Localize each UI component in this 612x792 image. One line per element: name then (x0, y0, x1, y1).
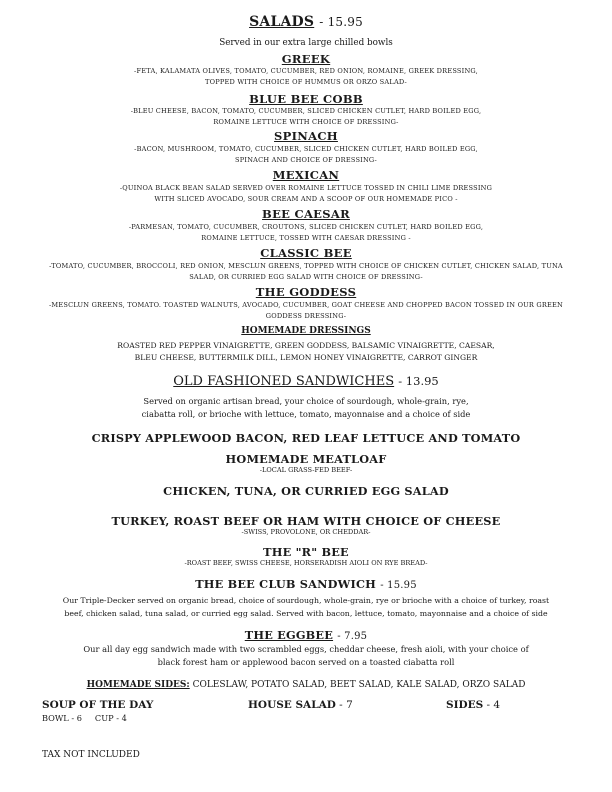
sandwiches-desc-1: Served on organic artisan bread, your choice of sourdough, whole-grain, rye, (143, 396, 469, 406)
bee-club-title: THE BEE CLUB SANDWICH (195, 577, 377, 591)
salad-desc-spinach-2: SPINACH AND CHOICE OF DRESSING- (235, 156, 377, 164)
salad-desc-caesar-1: -PARMESAN, TOMATO, CUCUMBER, CROUTONS, SLICED CHICKEN CUTLET, HARD BOILED EGG, (128, 223, 484, 231)
sides-price-block (446, 699, 500, 711)
salad-desc-classic-1: -TOMATO, CUCUMBER, BROCCOLI, RED ONION, MESCLUN GREENS, TOPPED WITH CHOICE OF CHICKEN CUTLET, CHICKEN SALAD, TUNA (49, 262, 563, 270)
sandwich-turkey-note: -SWISS, PROVOLONE, OR CHEDDAR- (241, 528, 371, 536)
soup-prices: BOWL - 6 CUP - 4 (42, 713, 127, 723)
house-salad-price: - 7 (335, 699, 353, 711)
bee-club-desc-1: Our Triple-Decker served on organic bread, choice of sourdough, whole-grain, rye or brioche with a choice of turkey, roast (62, 596, 550, 605)
salad-name-goddess: THE GODDESS (255, 285, 357, 299)
salads-title: SALADS (249, 14, 315, 30)
homemade-sides-list: COLESLAW, POTATO SALAD, BEET SALAD, KALE SALAD, ORZO SALAD (189, 680, 526, 690)
soup-of-the-day-title: SOUP OF THE DAY (42, 699, 154, 711)
salads-heading (20, 14, 592, 30)
salad-desc-classic-2: SALAD, OR CURRIED EGG SALAD WITH CHOICE OF DRESSING- (189, 273, 423, 281)
salad-desc-mexican-1: -QUINOA BLACK BEAN SALAD SERVED OVER ROMAINE LETTUCE TOSSED IN CHILI LIME DRESSING (119, 184, 493, 192)
house-salad-title: HOUSE SALAD (248, 699, 336, 711)
salad-name-cobb: BLUE BEE COBB (249, 92, 363, 106)
dressings-line-1: ROASTED RED PEPPER VINAIGRETTE, GREEN GODDESS, BALSAMIC VINAIGRETTE, CAESAR, (117, 341, 495, 350)
sides-price: - 4 (483, 699, 501, 711)
salad-desc-greek-2: TOPPED WITH CHOICE OF HUMMUS OR ORZO SALAD- (205, 78, 407, 86)
bee-club-heading (20, 577, 592, 591)
homemade-sides (20, 680, 592, 690)
sandwiches-desc-2: ciabatta roll, or brioche with lettuce, tomato, mayonnaise and a choice of side (141, 409, 471, 419)
salad-name-mexican: MEXICAN (272, 168, 340, 182)
eggbee-title: THE EGGBEE (244, 628, 334, 642)
sides-title: SIDES (446, 699, 484, 711)
eggbee-desc-2: black forest ham or applewood bacon served on a toasted ciabatta roll (157, 657, 455, 667)
salad-desc-mexican-2: WITH SLICED AVOCADO, SOUR CREAM AND A SCOOP OF OUR HOMEMADE PICO - (154, 195, 458, 203)
house-salad (248, 699, 353, 711)
salad-desc-cobb-2: ROMAINE LETTUCE WITH CHOICE OF DRESSING- (213, 118, 399, 126)
sandwich-meatloaf-note: -LOCAL GRASS-FED BEEF- (259, 466, 353, 474)
sandwiches-title: OLD FASHIONED SANDWICHES (173, 374, 395, 389)
eggbee-heading (20, 628, 592, 642)
eggbee-price: - 7.95 (337, 631, 368, 642)
salad-name-spinach: SPINACH (274, 129, 338, 143)
sandwich-bacon: CRISPY APPLEWOOD BACON, RED LEAF LETTUCE AND TOMATO (91, 431, 521, 445)
tax-note: TAX NOT INCLUDED (42, 750, 140, 760)
salad-desc-goddess-1: -MESCLUN GREENS, TOMATO. TOASTED WALNUTS, AVOCADO, CUCUMBER, GOAT CHEESE AND CHOPPED BACON TOSSED IN OUR GREEN (48, 301, 564, 309)
bee-club-desc-2: beef, chicken salad, tuna salad, or curried egg salad. Served with bacon, lettuce, tomato, mayonnaise and a choice of side (64, 609, 548, 618)
sandwiches-heading (20, 374, 592, 389)
salad-desc-caesar-2: ROMAINE LETTUCE, TOSSED WITH CAESAR DRESSING - (201, 234, 411, 242)
salad-name-caesar: BEE CAESAR (262, 207, 350, 221)
sandwich-r-bee: THE "R" BEE (263, 545, 349, 559)
salad-desc-greek-1: -FETA, KALAMATA OLIVES, TOMATO, CUCUMBER, RED ONION, ROMAINE, GREEK DRESSING, (134, 67, 478, 75)
sandwich-r-bee-note: -ROAST BEEF, SWISS CHEESE, HORSERADISH AIOLI ON RYE BREAD- (184, 559, 428, 567)
homemade-sides-label: HOMEMADE SIDES: (86, 680, 190, 690)
dressings-line-2: BLEU CHEESE, BUTTERMILK DILL, LEMON HONEY VINAIGRETTE, CARROT GINGER (134, 353, 478, 362)
sandwiches-price: - 13.95 (398, 374, 439, 388)
salad-name-classic: CLASSIC BEE (260, 246, 352, 260)
eggbee-desc-1: Our all day egg sandwich made with two scrambled eggs, cheddar cheese, fresh aioli, with your choice of (83, 644, 529, 654)
sandwich-meatloaf: HOMEMADE MEATLOAF (225, 452, 387, 466)
salads-price: - 15.95 (319, 15, 363, 29)
salad-desc-goddess-2: GODDESS DRESSING- (265, 312, 347, 320)
sandwich-chicken-tuna-egg: CHICKEN, TUNA, OR CURRIED EGG SALAD (163, 484, 449, 498)
dressings-title: HOMEMADE DRESSINGS (241, 326, 371, 336)
bee-club-price: - 15.95 (380, 580, 417, 591)
sandwich-turkey-roastbeef-ham: TURKEY, ROAST BEEF OR HAM WITH CHOICE OF CHEESE (111, 514, 501, 528)
salad-desc-cobb-1: -BLEU CHEESE, BACON, TOMATO, CUCUMBER, SLICED CHICKEN CUTLET, HARD BOILED EGG, (130, 107, 482, 115)
salad-desc-spinach-1: -BACON, MUSHROOM, TOMATO, CUCUMBER, SLICED CHICKEN CUTLET, HARD BOILED EGG, (134, 145, 478, 153)
salad-name-greek: GREEK (281, 52, 331, 66)
salads-subtitle: Served in our extra large chilled bowls (219, 38, 393, 48)
